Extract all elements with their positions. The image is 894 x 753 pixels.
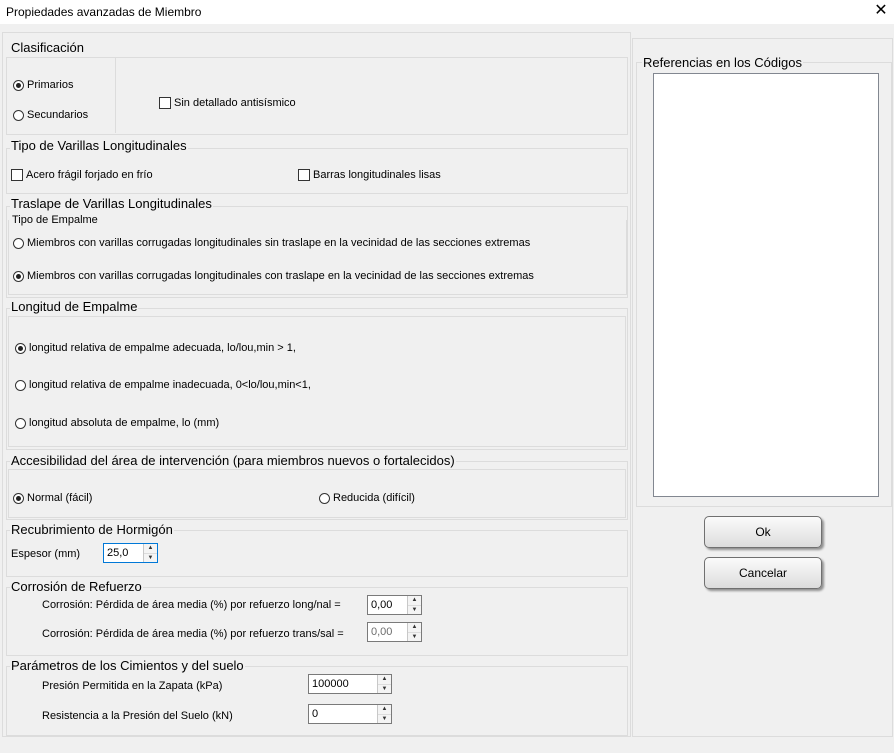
presion-value[interactable]: 100000 [312,678,349,690]
corrosion-long-spin-arrows[interactable] [407,596,421,614]
espesor-spin-arrows[interactable] [143,544,157,562]
referencias-title: Referencias en los Códigos [643,55,802,70]
radio-secundarios-label: Secundarios [27,109,89,121]
checkbox-barras-lisas-box[interactable] [298,169,310,181]
resistencia-spinbox[interactable] [308,704,392,724]
checkbox-sin-detallado-label: Sin detallado antisísmico [174,97,296,109]
spin-down-icon[interactable]: ▼ [378,685,391,694]
radio-sin-traslape-control[interactable] [13,238,24,249]
corrosion-long-value[interactable]: 0,00 [371,599,393,611]
title-bar [0,0,894,24]
accesibilidad-title: Accesibilidad del área de intervención (para miembros nuevos o fortalecidos) [11,453,455,468]
cancel-button[interactable]: Cancelar [704,557,822,589]
spin-up-icon[interactable]: ▲ [408,623,421,633]
clasificacion-divider [115,57,627,133]
radio-normal[interactable] [13,492,92,504]
radio-longitud-adecuada-control[interactable] [15,343,26,354]
resistencia-value[interactable]: 0 [312,708,319,720]
tipo-empalme-box [8,220,627,295]
corrosion-long-label: Corrosión: Pérdida de área media (%) por refuerzo long/nal = [42,599,341,611]
window-title: Propiedades avanzadas de Miembro [6,5,202,19]
radio-primarios-control[interactable] [13,80,24,91]
corrosion-trans-spinbox[interactable] [367,622,422,642]
corrosion-long-spinbox[interactable] [367,595,422,615]
corrosion-trans-label: Corrosión: Pérdida de área media (%) por refuerzo trans/sal = [42,628,344,640]
spin-up-icon[interactable]: ▲ [378,675,391,685]
radio-con-traslape-label: Miembros con varillas corrugadas longitudinales con traslape en la vecinidad de las secciones extremas [27,270,534,282]
resistencia-label: Resistencia a la Presión del Suelo (kN) [42,710,233,722]
checkbox-sin-detallado-box[interactable] [159,97,171,109]
spin-down-icon[interactable]: ▼ [408,633,421,642]
clasificacion-title: Clasificación [11,40,84,55]
presion-spinbox[interactable] [308,674,392,694]
radio-longitud-inadecuada[interactable] [15,379,311,391]
corrosion-title: Corrosión de Refuerzo [11,579,142,594]
tipo-varillas-title: Tipo de Varillas Longitudinales [11,138,187,153]
tipo-empalme-subtitle: Tipo de Empalme [12,214,98,226]
checkbox-sin-detallado[interactable] [159,97,296,109]
radio-reducida-label: Reducida (difícil) [333,492,415,504]
spin-up-icon[interactable]: ▲ [378,705,391,715]
radio-primarios-label: Primarios [27,79,74,91]
radio-longitud-adecuada[interactable] [15,342,296,354]
radio-longitud-inadecuada-control[interactable] [15,380,26,391]
resistencia-spin-arrows[interactable] [377,705,391,723]
checkbox-barras-lisas[interactable] [298,169,441,181]
presion-label: Presión Permitida en la Zapata (kPa) [42,680,223,692]
radio-primarios[interactable] [13,79,73,91]
traslape-title: Traslape de Varillas Longitudinales [11,196,212,211]
checkbox-acero-fragil-box[interactable] [11,169,23,181]
radio-sin-traslape-label: Miembros con varillas corrugadas longitudinales sin traslape en la vecinidad de las secciones extremas [27,237,531,249]
referencias-list[interactable] [653,73,879,497]
longitud-title: Longitud de Empalme [11,299,138,314]
recubrimiento-title: Recubrimiento de Hormigón [11,522,173,537]
spin-up-icon[interactable]: ▲ [408,596,421,606]
cimientos-title: Parámetros de los Cimientos y del suelo [11,658,244,673]
spin-down-icon[interactable]: ▼ [408,606,421,615]
radio-longitud-absoluta-control[interactable] [15,418,26,429]
espesor-value[interactable]: 25,0 [107,547,129,559]
presion-spin-arrows[interactable] [377,675,391,693]
corrosion-trans-value[interactable]: 0,00 [371,626,393,638]
radio-con-traslape[interactable] [13,270,534,282]
ok-button[interactable]: Ok [704,516,822,548]
radio-sin-traslape[interactable] [13,237,530,249]
radio-con-traslape-control[interactable] [13,271,24,282]
checkbox-acero-fragil[interactable] [11,169,153,181]
radio-longitud-absoluta-label: longitud absoluta de empalme, lo (mm) [29,417,220,429]
spin-down-icon[interactable]: ▼ [378,715,391,724]
radio-normal-label: Normal (fácil) [27,492,93,504]
recubrimiento-group [6,530,628,577]
radio-reducida[interactable] [319,492,415,504]
radio-secundarios[interactable] [13,109,88,121]
accesibilidad-inner-box [8,469,626,518]
corrosion-group [6,587,628,656]
espesor-label: Espesor (mm) [11,548,81,560]
radio-longitud-adecuada-label: longitud relativa de empalme adecuada, lo/lou,min > 1, [29,342,296,354]
radio-longitud-inadecuada-label: longitud relativa de empalme inadecuada, 0<lo/lou,min<1, [29,379,311,391]
radio-normal-control[interactable] [13,493,24,504]
checkbox-barras-lisas-label: Barras longitudinales lisas [313,169,441,181]
espesor-spinbox[interactable] [103,543,158,563]
corrosion-trans-spin-arrows[interactable] [407,623,421,641]
spin-down-icon[interactable]: ▼ [144,554,157,563]
radio-longitud-absoluta[interactable] [15,417,219,429]
checkbox-acero-fragil-label: Acero frágil forjado en frío [26,169,153,181]
spin-up-icon[interactable]: ▲ [144,544,157,554]
close-icon[interactable]: ✕ [874,2,888,19]
radio-secundarios-control[interactable] [13,110,24,121]
radio-reducida-control[interactable] [319,493,330,504]
